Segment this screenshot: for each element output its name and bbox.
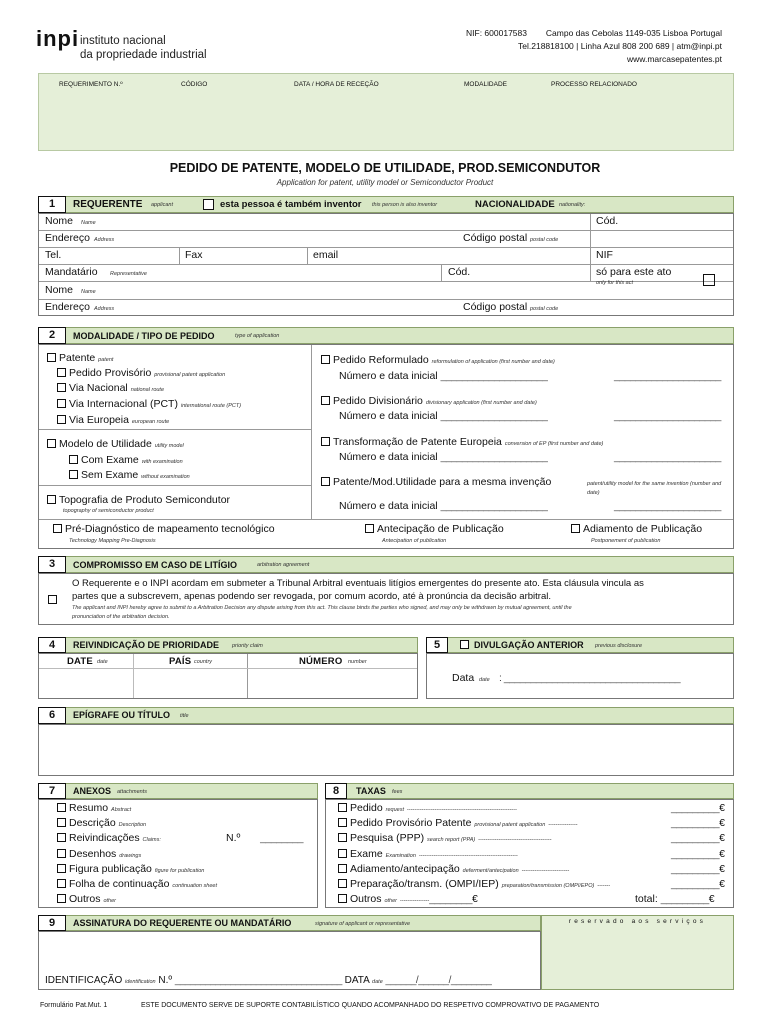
s2-divisionario-date-line[interactable]: ____________________ bbox=[614, 410, 721, 422]
s3-number: 3 bbox=[38, 556, 66, 573]
s8-exame-euro: € bbox=[719, 848, 725, 860]
s8-exame-checkbox[interactable] bbox=[338, 849, 347, 858]
s2-mesma[interactable] bbox=[321, 476, 551, 488]
s7-title: ANEXOS bbox=[73, 786, 112, 796]
s1-nome-en: Name bbox=[81, 220, 96, 226]
reserved-box bbox=[541, 915, 734, 990]
s4-title: REIVINDICAÇÃO DE PRIORIDADE bbox=[73, 640, 220, 650]
s1-endereco2-en: Address bbox=[94, 306, 115, 312]
s1-codigo-postal2-label: Código postal bbox=[463, 301, 528, 313]
s8-total[interactable]: total: _________€ bbox=[635, 893, 715, 905]
s2-europeia-en: european route bbox=[131, 419, 170, 425]
s7-folha-en: continuation sheet bbox=[172, 883, 217, 889]
s2-sem-exame-en: without examination bbox=[141, 474, 190, 480]
s2-patente-checkbox[interactable] bbox=[47, 353, 56, 362]
s1-codigo-postal2-en: postal code bbox=[530, 306, 559, 312]
s7-figura[interactable] bbox=[57, 863, 204, 875]
s2-europeia-checkbox[interactable] bbox=[57, 415, 66, 424]
s2-modelo-en: utility model bbox=[154, 443, 184, 449]
s8-pesquisa[interactable]: Pesquisa (PPP) search report (PPA) ---------------------------------------- bbox=[338, 832, 551, 844]
s2-mesma-date-line[interactable]: ____________________ bbox=[614, 500, 721, 512]
s8-preparacao-en: preparation/transmission (OMPI/EPO) bbox=[501, 883, 595, 889]
header-address: Campo das Cebolas 1149-035 Lisboa Portugal bbox=[545, 28, 722, 38]
s1-cod2-label: Cód. bbox=[448, 266, 471, 278]
s1-cod-label: Cód. bbox=[596, 215, 619, 227]
header-contact bbox=[466, 27, 722, 66]
s1-inventor-checkbox[interactable] bbox=[203, 199, 214, 210]
s1-endereco2-label: Endereço bbox=[45, 301, 90, 313]
s8-pesquisa-label: Pesquisa (PPP) bbox=[350, 832, 425, 844]
s8-provisorio-euro: € bbox=[719, 817, 725, 829]
s3-checkbox[interactable] bbox=[48, 595, 57, 604]
s2-antecipacao-label: Antecipação de Publicação bbox=[377, 523, 504, 535]
s8-pedido-checkbox[interactable] bbox=[338, 803, 347, 812]
reception-requerimento: REQUERIMENTO N.º bbox=[59, 81, 123, 88]
s2-mesma-numero: Número e data inicial ____________________ bbox=[339, 500, 548, 512]
s1-so-para-en: only for this act bbox=[596, 280, 633, 286]
s8-exame-amount[interactable]: _________€ bbox=[671, 848, 725, 860]
s7-figura-en: figure for publication bbox=[154, 868, 205, 874]
s2-patente-label: Patente bbox=[59, 352, 96, 364]
s8-preparacao-euro: € bbox=[719, 878, 725, 890]
s4-pais-en: country bbox=[194, 659, 213, 665]
s5-body bbox=[426, 653, 734, 699]
s1-mandatario-label: Mandatário bbox=[45, 266, 98, 278]
s9-number: 9 bbox=[38, 915, 66, 931]
s8-outros[interactable]: Outros other ----------------________€ bbox=[338, 893, 478, 905]
logo bbox=[36, 28, 226, 68]
s8-total-euro: € bbox=[708, 893, 715, 905]
s7-reivindicacoes-en: Claims: bbox=[142, 837, 161, 843]
s1-body bbox=[38, 213, 734, 316]
s1-nome-label: Nome bbox=[45, 215, 74, 227]
s8-title-en: fees bbox=[392, 789, 403, 795]
s7-descricao-checkbox[interactable] bbox=[57, 818, 66, 827]
s2-title: MODALIDADE / TIPO DE PEDIDO bbox=[73, 331, 215, 341]
s2-europeia-label: Via Europeia bbox=[69, 414, 129, 426]
s8-exame-en: Examination bbox=[385, 853, 416, 859]
s7-title-en: attachments bbox=[117, 789, 147, 795]
s9-data-label: DATA bbox=[344, 975, 370, 986]
s8-adiamento-label: Adiamento/antecipação bbox=[350, 863, 460, 875]
s8-exame-label: Exame bbox=[350, 848, 383, 860]
s3-text-en2: pronunciation of the arbitration decision. bbox=[72, 614, 170, 620]
header-nif: NIF: 600017583 bbox=[466, 28, 527, 38]
s7-outros-en: other bbox=[103, 898, 116, 904]
s2-reformulado-numero: Número e data inicial ____________________ bbox=[339, 370, 548, 382]
s1-endereco-label: Endereço bbox=[45, 232, 90, 244]
s2-europeia[interactable] bbox=[57, 414, 169, 426]
s8-exame[interactable]: Exame Examination ------------------------------------------------------ bbox=[338, 848, 518, 860]
s8-pesquisa-euro: € bbox=[719, 832, 725, 844]
s6-body[interactable] bbox=[38, 724, 734, 776]
s2-nacional-en: national route bbox=[130, 387, 165, 393]
s6-title: EPÍGRAFE OU TÍTULO bbox=[73, 710, 171, 720]
s3-text1: O Requerente e o INPI acordam em submeter a Tribunal Arbitral eventuais litígios emergentes do presente ato. Esta cláusula vincula as bbox=[72, 578, 644, 589]
s2-patente[interactable] bbox=[47, 352, 113, 364]
s2-nacional[interactable] bbox=[57, 382, 164, 394]
s3-text-en1: The applicant and INPI hereby agree to submit to a Arbitration Decision any dispute arising from this act. This clause binds the parties who signed, and may only be withdrawn by mutual agreement, until the bbox=[72, 605, 572, 611]
s7-desenhos[interactable] bbox=[57, 848, 141, 860]
s9-header bbox=[38, 915, 541, 931]
s3-header bbox=[38, 556, 734, 573]
header-phones: Tel.218818100 | Linha Azul 808 200 689 | atm@inpi.pt bbox=[518, 41, 722, 51]
s5-header bbox=[426, 637, 734, 653]
s9-body[interactable] bbox=[38, 931, 541, 990]
s2-divisionario-numero: Número e data inicial ____________________ bbox=[339, 410, 548, 422]
s8-title: TAXAS bbox=[356, 786, 386, 796]
s2-antecipacao-checkbox[interactable] bbox=[365, 524, 374, 533]
reception-codigo: CÓDIGO bbox=[181, 81, 208, 88]
s3-title: COMPROMISSO EM CASO DE LITÍGIO bbox=[73, 560, 238, 570]
s2-topografia-label: Topografia de Produto Semicondutor bbox=[59, 494, 231, 506]
logo-line1: instituto nacional bbox=[80, 35, 166, 47]
s2-reformulado-numero-label: Número e data inicial bbox=[339, 370, 438, 382]
s2-modelo-label: Modelo de Utilidade bbox=[59, 438, 152, 450]
s7-outros[interactable] bbox=[57, 893, 116, 905]
s2-pct-en: international route (PCT) bbox=[180, 403, 242, 409]
s3-body bbox=[38, 573, 734, 625]
s8-outros-euro: € bbox=[471, 893, 478, 905]
s2-com-exame[interactable] bbox=[69, 454, 183, 466]
s8-pedido[interactable]: Pedido request ------------------------------------------------------------ bbox=[338, 802, 517, 814]
s1-email-label: email bbox=[313, 249, 339, 261]
s6-header bbox=[38, 707, 734, 724]
s4-pais-label: PAÍS bbox=[169, 656, 192, 667]
s5-data-line[interactable]: : _________________________________ bbox=[499, 672, 681, 684]
s1-nacionalidade: NACIONALIDADE bbox=[475, 199, 555, 210]
s7-reivindicacoes-label: Reivindicações bbox=[69, 832, 140, 844]
s5-data-label: Data bbox=[452, 672, 475, 684]
s2-com-exame-label: Com Exame bbox=[81, 454, 139, 466]
s7-n-label: N.º bbox=[226, 832, 241, 844]
s3-text2: partes que a subscrevem, apenas podendo ser revogada, por comum acordo, até à pronúncia da decisão arbitral. bbox=[72, 591, 551, 602]
s2-modelo[interactable] bbox=[47, 438, 184, 450]
s2-transformacao-numero: Número e data inicial ____________________ bbox=[339, 451, 548, 463]
s8-pesquisa-en: search report (PPA) bbox=[427, 837, 476, 843]
s5-data-en: date bbox=[479, 677, 490, 683]
s8-pesquisa-amount[interactable]: _________€ bbox=[671, 832, 725, 844]
reserved-label: reservado aos serviços bbox=[568, 918, 707, 925]
s8-outros-checkbox[interactable] bbox=[338, 894, 347, 903]
s9-identificacao-en: identification bbox=[125, 979, 156, 985]
s4-date-label: DATE bbox=[67, 656, 93, 667]
s8-adiamento[interactable]: Adiamento/antecipação deferment/antecipation -------------------------- bbox=[338, 863, 569, 875]
s2-diagnostico-checkbox[interactable] bbox=[53, 524, 62, 533]
s2-provisorio-label: Pedido Provisório bbox=[69, 367, 152, 379]
s7-figura-checkbox[interactable] bbox=[57, 864, 66, 873]
s1-nacionalidade-en: nationality: bbox=[559, 202, 586, 208]
s1-so-para-label: só para este ato bbox=[596, 266, 672, 278]
s2-body bbox=[38, 344, 734, 549]
s2-transformacao-en: conversion of EP (first number and date) bbox=[504, 441, 604, 447]
s4-title-en: priority claim bbox=[232, 643, 263, 649]
s2-pct[interactable] bbox=[57, 398, 241, 410]
reception-processo: PROCESSO RELACIONADO bbox=[551, 81, 637, 88]
s8-pedido-euro: € bbox=[719, 802, 725, 814]
s2-adiamento-en: Postponement of publication bbox=[591, 538, 661, 544]
s2-divisionario-label: Pedido Divisionário bbox=[333, 395, 423, 407]
s7-folha-checkbox[interactable] bbox=[57, 879, 66, 888]
s8-adiamento-euro: € bbox=[719, 863, 725, 875]
s2-nacional-label: Via Nacional bbox=[69, 382, 128, 394]
s8-provisorio-checkbox[interactable] bbox=[338, 818, 347, 827]
s2-nacional-checkbox[interactable] bbox=[57, 383, 66, 392]
s7-resumo-checkbox[interactable] bbox=[57, 803, 66, 812]
s2-reformulado-label: Pedido Reformulado bbox=[333, 354, 429, 366]
logo-line2: da propriedade industrial bbox=[80, 49, 207, 61]
s7-resumo-label: Resumo bbox=[69, 802, 109, 814]
s1-nif-label: NIF bbox=[596, 249, 613, 261]
s8-provisorio-label: Pedido Provisório Patente bbox=[350, 817, 472, 829]
s2-mesma-en: patent/utility model for the same invention (number and date) bbox=[587, 481, 722, 496]
s2-number: 2 bbox=[38, 327, 66, 344]
s9-data-en: date bbox=[372, 979, 383, 985]
s8-adiamento-amount[interactable]: _________€ bbox=[671, 863, 725, 875]
s3-title-en: arbitration agreement bbox=[257, 562, 310, 568]
s9-n-line[interactable]: _________________________________ bbox=[174, 975, 342, 986]
reception-box bbox=[38, 73, 734, 151]
s1-inventor-label: esta pessoa é também inventor bbox=[220, 199, 362, 210]
s2-modelo-checkbox[interactable] bbox=[47, 439, 56, 448]
s6-number: 6 bbox=[38, 707, 66, 724]
s7-folha[interactable] bbox=[57, 878, 217, 890]
s2-divisionario-numero-label: Número e data inicial bbox=[339, 410, 438, 422]
s2-provisorio[interactable] bbox=[57, 367, 225, 379]
s8-outros-label: Outros bbox=[350, 893, 382, 905]
s1-codigo-postal-label: Código postal bbox=[463, 232, 528, 244]
s2-mesma-label: Patente/Mod.Utilidade para a mesma invenção bbox=[333, 476, 552, 488]
footer-note: ESTE DOCUMENTO SERVE DE SUPORTE CONTABILÍSTICO QUANDO ACOMPANHADO DO RESPETIVO COMPROVATIVO DE PAGAMENTO bbox=[141, 1002, 600, 1009]
s2-divisionario-checkbox[interactable] bbox=[321, 396, 330, 405]
s7-reivindicacoes[interactable] bbox=[57, 832, 161, 844]
s9-identificacao bbox=[45, 975, 491, 986]
s5-number: 5 bbox=[426, 637, 448, 653]
s9-identificacao-label: IDENTIFICAÇÃO bbox=[45, 975, 123, 986]
s8-body bbox=[325, 799, 734, 908]
s9-n-label: N.º bbox=[158, 975, 173, 986]
s2-reformulado[interactable] bbox=[321, 354, 555, 366]
s8-preparacao[interactable]: Preparação/transm. (OMPI/IEP) preparation/transmission (OMPI/EPO) ------- bbox=[338, 878, 610, 890]
s7-descricao[interactable] bbox=[57, 817, 146, 829]
page-subtitle: Application for patent, utility model or Semiconductor Product bbox=[276, 178, 494, 187]
s7-header bbox=[38, 783, 318, 799]
s2-transformacao-date-line[interactable]: ____________________ bbox=[614, 451, 721, 463]
s8-pedido-label: Pedido bbox=[350, 802, 383, 814]
s2-provisorio-checkbox[interactable] bbox=[57, 368, 66, 377]
reception-modalidade: MODALIDADE bbox=[464, 81, 507, 88]
s2-mesma-checkbox[interactable] bbox=[321, 477, 330, 486]
s4-body bbox=[38, 653, 418, 699]
s2-reformulado-en: reformulation of application (first number and date) bbox=[431, 359, 555, 365]
s8-number: 8 bbox=[325, 783, 347, 799]
s7-desenhos-en: drawings bbox=[119, 853, 142, 859]
s7-reivindicacoes-checkbox[interactable] bbox=[57, 833, 66, 842]
s7-folha-label: Folha de continuação bbox=[69, 878, 170, 890]
s1-header bbox=[38, 196, 734, 213]
s8-provisorio-amount[interactable]: _________€ bbox=[671, 817, 725, 829]
s2-adiamento-label: Adiamento de Publicação bbox=[583, 523, 703, 535]
page-title: PEDIDO DE PATENTE, MODELO DE UTILIDADE, PROD.SEMICONDUTOR bbox=[169, 161, 601, 175]
s1-nome2-en: Name bbox=[81, 289, 96, 295]
s8-preparacao-amount[interactable]: _________€ bbox=[671, 878, 725, 890]
s8-adiamento-en: deferment/antecipation bbox=[462, 868, 519, 874]
s2-antecipacao-en: Antecipation of publication bbox=[382, 538, 447, 544]
s5-title-en: previous disclosure bbox=[595, 643, 643, 649]
s7-outros-label: Outros bbox=[69, 893, 101, 905]
s8-pesquisa-checkbox[interactable] bbox=[338, 833, 347, 842]
s1-title-en: applicant bbox=[151, 202, 174, 208]
s2-mesma-numero-label: Número e data inicial bbox=[339, 500, 438, 512]
s7-number: 7 bbox=[38, 783, 66, 799]
s4-number: 4 bbox=[38, 637, 66, 653]
s8-provisorio-en: provisional patent application bbox=[474, 822, 546, 828]
header-website[interactable]: www.marcasepatentes.pt bbox=[627, 54, 722, 64]
s8-total-label: total: bbox=[635, 893, 658, 905]
s1-title: REQUERENTE bbox=[73, 199, 143, 210]
s2-title-en: type of application bbox=[235, 333, 280, 339]
s4-date-en: date bbox=[97, 659, 108, 665]
s9-data-line[interactable]: ______/______/________ bbox=[385, 975, 492, 986]
reception-data-hora: DATA / HORA DE RECEÇÃO bbox=[294, 81, 379, 88]
s7-figura-label: Figura publicação bbox=[69, 863, 152, 875]
s8-preparacao-checkbox[interactable] bbox=[338, 879, 347, 888]
s2-reformulado-date-line[interactable]: ____________________ bbox=[614, 370, 721, 382]
s8-pedido-amount[interactable]: _________€ bbox=[671, 802, 725, 814]
s2-pct-label: Via Internacional (PCT) bbox=[69, 398, 178, 410]
s2-diagnostico-label: Pré-Diagnóstico de mapeamento tecnológico bbox=[65, 523, 275, 535]
s1-number: 1 bbox=[38, 196, 66, 213]
s2-transformacao[interactable] bbox=[321, 436, 603, 448]
s8-outros-en: other bbox=[384, 898, 397, 904]
s1-tel-label: Tel. bbox=[45, 249, 62, 261]
s2-com-exame-checkbox[interactable] bbox=[69, 455, 78, 464]
s2-divisionario[interactable] bbox=[321, 395, 537, 407]
s7-resumo[interactable] bbox=[57, 802, 131, 814]
s2-reformulado-checkbox[interactable] bbox=[321, 355, 330, 364]
s7-desenhos-checkbox[interactable] bbox=[57, 849, 66, 858]
s8-header bbox=[325, 783, 734, 799]
s2-diagnostico-en: Technology Mapping Pre-Diagnosis bbox=[69, 538, 156, 544]
s1-nome2-label: Nome bbox=[45, 284, 74, 296]
s2-adiamento-checkbox[interactable] bbox=[571, 524, 580, 533]
s7-body bbox=[38, 799, 318, 908]
s7-resumo-en: Abstract bbox=[111, 807, 132, 813]
s2-transformacao-checkbox[interactable] bbox=[321, 437, 330, 446]
s2-header bbox=[38, 327, 734, 344]
s4-header bbox=[38, 637, 418, 653]
s2-diagnostico[interactable] bbox=[53, 523, 275, 535]
s7-outros-checkbox[interactable] bbox=[57, 894, 66, 903]
s2-antecipacao[interactable] bbox=[365, 523, 504, 535]
s7-descricao-label: Descrição bbox=[69, 817, 116, 829]
s9-title: ASSINATURA DO REQUERENTE OU MANDATÁRIO bbox=[73, 918, 292, 928]
footer-form-id: Formulário Pat.Mut. 1 bbox=[40, 1002, 108, 1009]
s1-inventor-en: this person is also inventor bbox=[372, 202, 438, 208]
s2-sem-exame[interactable] bbox=[69, 469, 190, 481]
s1-endereco-en: Address bbox=[94, 237, 115, 243]
s5-checkbox[interactable] bbox=[460, 640, 469, 649]
s7-n: N.º ________ bbox=[226, 832, 303, 844]
s2-provisorio-en: provisional patent application bbox=[154, 372, 226, 378]
s2-topografia-en: topography of semiconductor product bbox=[63, 508, 154, 514]
s2-pct-checkbox[interactable] bbox=[57, 399, 66, 408]
s2-sem-exame-label: Sem Exame bbox=[81, 469, 139, 481]
s7-desenhos-label: Desenhos bbox=[69, 848, 117, 860]
s2-transformacao-label: Transformação de Patente Europeia bbox=[333, 436, 502, 448]
s2-divisionario-en: divisionary application (first number and date) bbox=[425, 400, 537, 406]
s1-so-para-checkbox[interactable] bbox=[703, 274, 715, 286]
s2-com-exame-en: with examination bbox=[141, 459, 183, 465]
s9-title-en: signature of applicant or representative bbox=[315, 921, 411, 927]
s5-title: DIVULGAÇÃO ANTERIOR bbox=[474, 640, 584, 650]
s2-adiamento[interactable] bbox=[571, 523, 702, 535]
s2-sem-exame-checkbox[interactable] bbox=[69, 470, 78, 479]
s8-provisorio[interactable]: Pedido Provisório Patente provisional patent application ---------------- bbox=[338, 817, 578, 829]
s7-descricao-en: Description bbox=[118, 822, 147, 828]
s2-topografia-checkbox[interactable] bbox=[47, 495, 56, 504]
s8-adiamento-checkbox[interactable] bbox=[338, 864, 347, 873]
s4-numero-en: number bbox=[348, 659, 367, 665]
s1-mandatario-en: Representative bbox=[110, 271, 147, 277]
s8-preparacao-label: Preparação/transm. (OMPI/IEP) bbox=[350, 878, 499, 890]
s8-pedido-en: request bbox=[385, 807, 404, 813]
s6-title-en: title bbox=[180, 713, 189, 719]
s2-patente-en: patent bbox=[98, 357, 114, 363]
s2-transformacao-numero-label: Número e data inicial bbox=[339, 451, 438, 463]
s2-topografia[interactable] bbox=[47, 494, 230, 506]
s1-fax-label: Fax bbox=[185, 249, 203, 261]
s4-numero-label: NÚMERO bbox=[299, 656, 343, 667]
logo-mark: inpi bbox=[36, 26, 80, 51]
s1-codigo-postal-en: postal code bbox=[530, 237, 559, 243]
